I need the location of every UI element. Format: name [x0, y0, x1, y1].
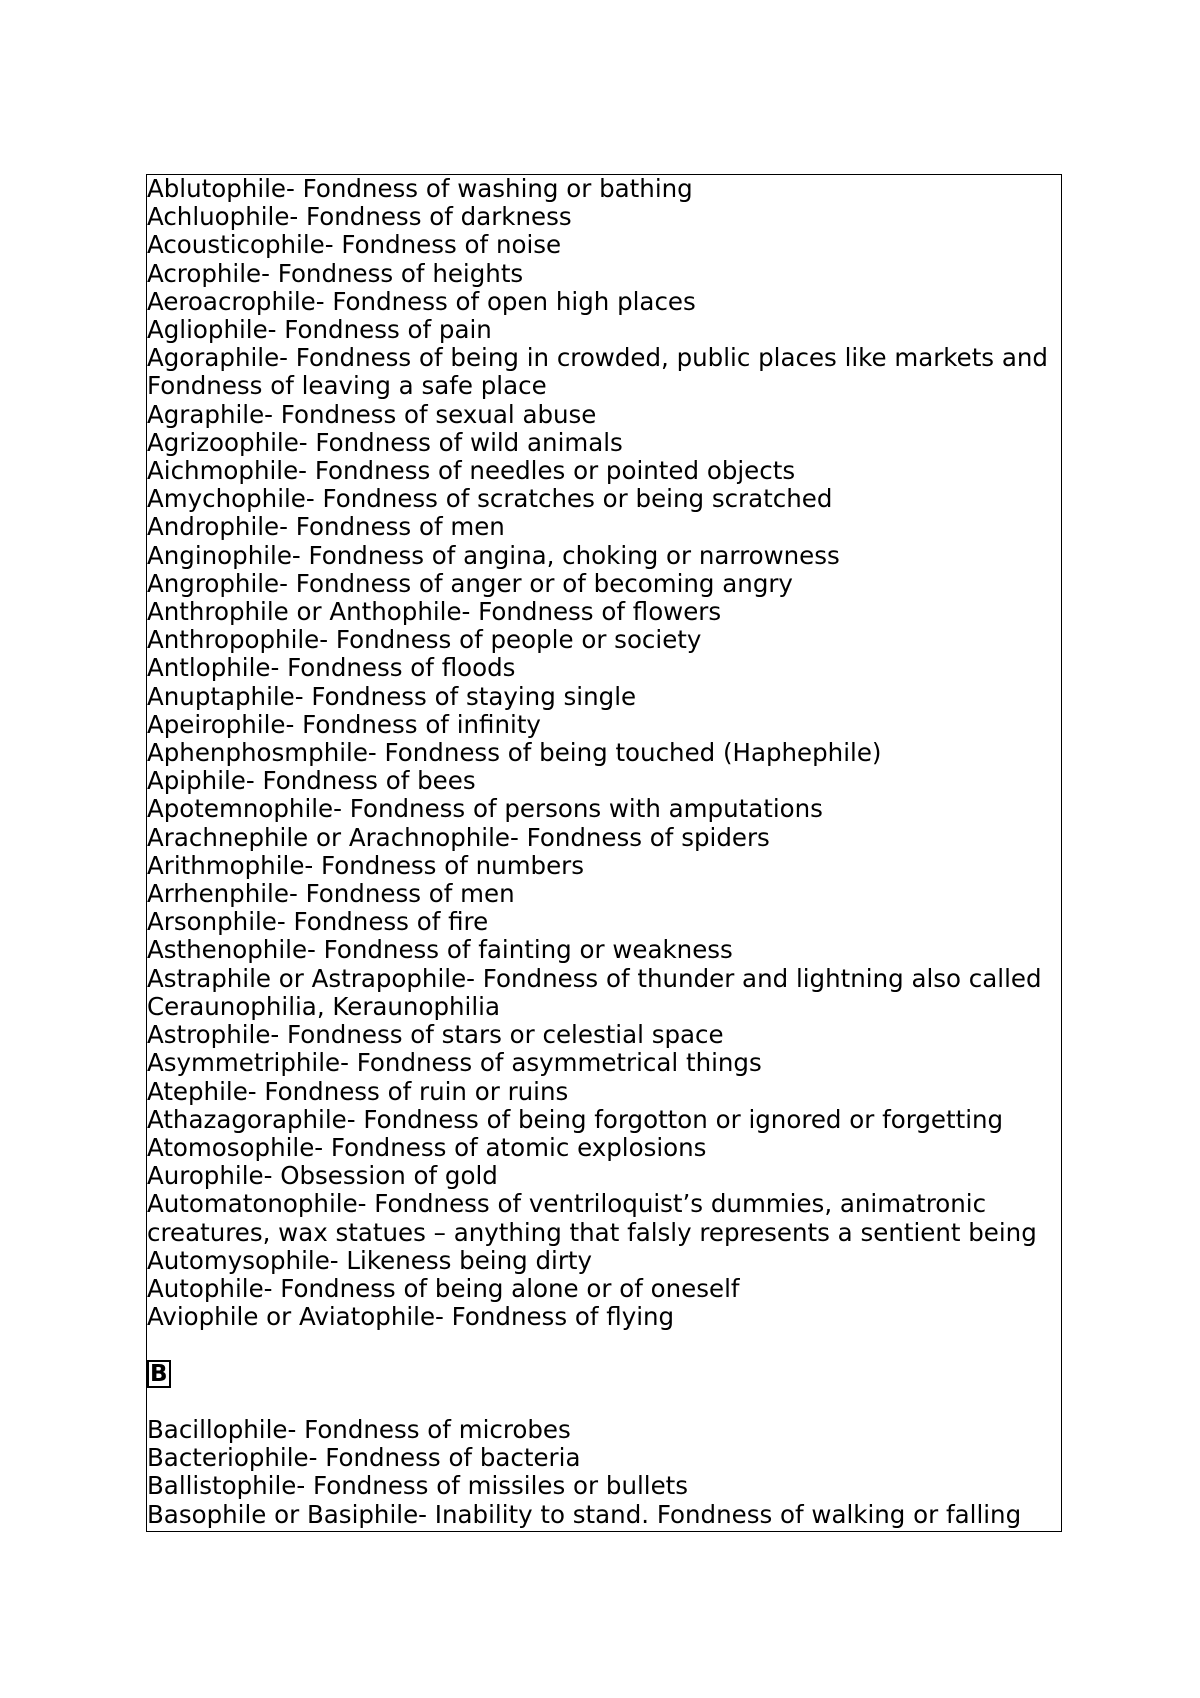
glossary-box [146, 174, 1062, 1532]
glossary-entry: Automatonophile- Fondness of ventriloquist’s dummies, animatronic creatures, wax statues – anything that falsly represents a sentient being [147, 1189, 1037, 1247]
glossary-entry: Agraphile- Fondness of sexual abuse [147, 399, 597, 429]
glossary-entry: Apeirophile- Fondness of infinity [147, 709, 541, 739]
glossary-entry: Acrophile- Fondness of heights [147, 258, 524, 288]
section-spacer [147, 1331, 1061, 1359]
section-a-list [147, 175, 1061, 1331]
glossary-entry: Bacteriophile- Fondness of bacteria [147, 1443, 581, 1473]
glossary-entry: Asthenophile- Fondness of fainting or weakness [147, 935, 733, 965]
glossary-entry: Aviophile or Aviatophile- Fondness of flying [147, 1302, 675, 1332]
glossary-entry: Astraphile or Astrapophile- Fondness of thunder and lightning also called Ceraunophilia, Keraunophilia [147, 963, 1042, 1021]
glossary-entry: Bacillophile- Fondness of microbes [147, 1414, 571, 1444]
glossary-entry: Apotemnophile- Fondness of persons with amputations [147, 794, 823, 824]
glossary-entry: Arithmophile- Fondness of numbers [147, 850, 585, 880]
glossary-entry: Ballistophile- Fondness of missiles or bullets [147, 1471, 689, 1501]
glossary-entry: Atephile- Fondness of ruin or ruins [147, 1076, 569, 1106]
glossary-entry: Aeroacrophile- Fondness of open high places [147, 286, 696, 316]
glossary-entry: Agliophile- Fondness of pain [147, 315, 492, 345]
glossary-entry: Anuptaphile- Fondness of staying single [147, 681, 637, 711]
glossary-entry: Apiphile- Fondness of bees [147, 766, 476, 796]
glossary-entry: Angrophile- Fondness of anger or of becoming angry [147, 568, 793, 598]
glossary-entry: Athazagoraphile- Fondness of being forgotton or ignored or forgetting [147, 1104, 1004, 1134]
glossary-entry: Antlophile- Fondness of floods [147, 653, 516, 683]
glossary-entry: Anginophile- Fondness of angina, choking or narrowness [147, 540, 840, 570]
glossary-entry: Arrhenphile- Fondness of men [147, 879, 515, 909]
glossary-entry: Asymmetriphile- Fondness of asymmetrical things [147, 1048, 762, 1078]
glossary-entry: Aichmophile- Fondness of needles or pointed objects [147, 456, 796, 486]
glossary-entry: Acousticophile- Fondness of noise [147, 230, 562, 260]
glossary-entry: Achluophile- Fondness of darkness [147, 202, 572, 232]
glossary-entry: Atomosophile- Fondness of atomic explosions [147, 1132, 707, 1162]
glossary-entry: Anthrophile or Anthophile- Fondness of flowers [147, 597, 722, 627]
glossary-entry: Agoraphile- Fondness of being in crowded, public places like markets and Fondness of leaving a safe place [147, 343, 1048, 401]
glossary-entry: Arsonphile- Fondness of fire [147, 907, 489, 937]
section-b-list [147, 1416, 1061, 1529]
glossary-entry: Autophile- Fondness of being alone or of oneself [147, 1273, 740, 1303]
glossary-entry: Automysophile- Likeness being dirty [147, 1245, 592, 1275]
section-b-heading-row [147, 1360, 1061, 1388]
glossary-entry: Anthropophile- Fondness of people or society [147, 625, 702, 655]
glossary-entry: Arachnephile or Arachnophile- Fondness of spiders [147, 822, 770, 852]
glossary-entry: Androphile- Fondness of men [147, 512, 505, 542]
glossary-entry: Agrizoophile- Fondness of wild animals [147, 427, 623, 457]
glossary-entry: Aurophile- Obsession of gold [147, 1161, 498, 1191]
section-spacer [147, 1388, 1061, 1416]
section-b-letter: B [147, 1360, 171, 1388]
glossary-entry: Ablutophile- Fondness of washing or bathing [147, 174, 693, 203]
glossary-entry: Basophile or Basiphile- Inability to stand. Fondness of walking or falling [147, 1499, 1022, 1529]
glossary-entry: Astrophile- Fondness of stars or celestial space [147, 1020, 724, 1050]
glossary-entry: Aphenphosmphile- Fondness of being touched (Haphephile) [147, 738, 882, 768]
glossary-entry: Amychophile- Fondness of scratches or being scratched [147, 484, 833, 514]
